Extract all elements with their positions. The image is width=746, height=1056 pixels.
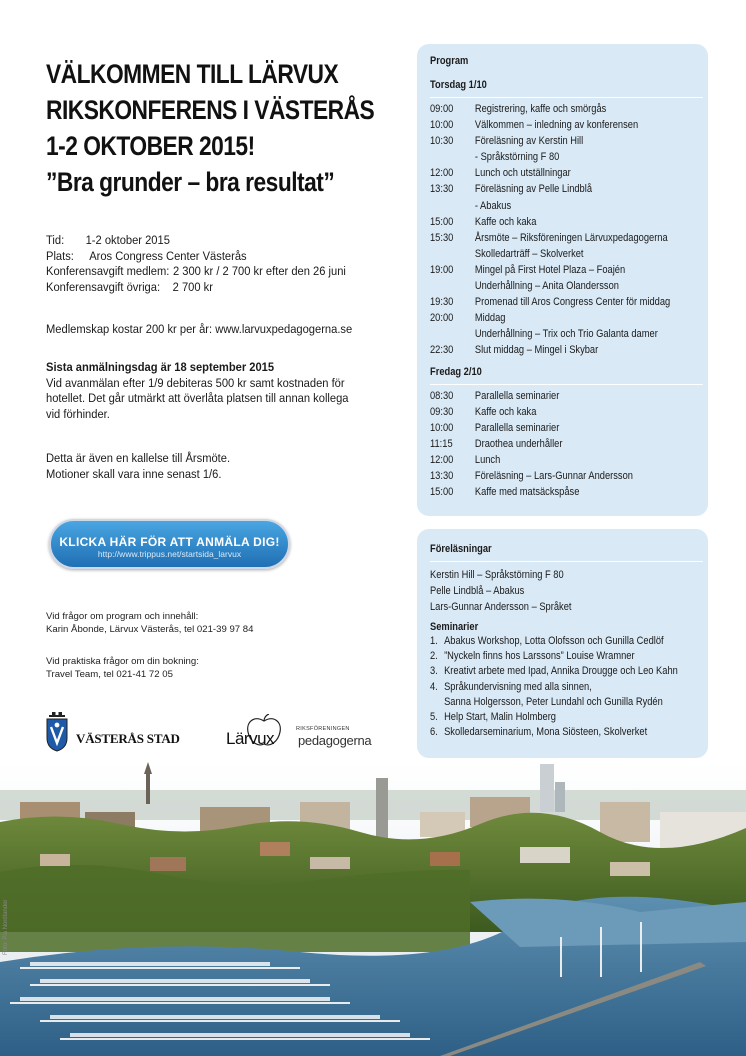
avanmalan-line: hotellet. Det går utmärkt att överlåta platsen till annan kollega: [46, 391, 349, 406]
divider: [430, 561, 703, 562]
schedule-time: 15:30: [430, 231, 454, 244]
schedule-item: [430, 230, 703, 246]
vasteras-wordmark: VÄSTERÅS STAD: [76, 731, 180, 746]
registration-info: [46, 360, 352, 422]
tid-value: 1-2 oktober 2015: [85, 233, 170, 247]
schedule-activity: Slut middag – Mingel i Skybar: [474, 344, 599, 357]
register-button[interactable]: [49, 519, 290, 569]
seminar-item: [430, 725, 703, 740]
booking-contact: [46, 656, 306, 681]
schedule-item: [430, 133, 703, 149]
schedule-activity: Skolledarträff – Skolverket: [474, 247, 584, 260]
schedule-activity: Föreläsning av Kerstin Hill: [474, 135, 584, 148]
program-heading: Program: [430, 55, 469, 67]
title-line-1: VÄLKOMMEN TILL LÄRVUX: [46, 59, 339, 89]
schedule-item: [430, 404, 703, 420]
seminar-text: Skolledarseminarium, Mona Siösteen, Skolverket: [444, 726, 648, 739]
schedule-time: 20:00: [430, 312, 454, 325]
schedule-item: [430, 342, 703, 358]
schedule-activity: Promenad till Aros Congress Center för middag: [474, 296, 671, 309]
avgift-ovriga-value: 2 700 kr: [172, 279, 213, 294]
plats-value: Aros Congress Center Västerås: [89, 248, 247, 263]
schedule-time: 15:00: [430, 215, 454, 228]
schedule-item: [430, 117, 703, 133]
schedule-time: 19:30: [430, 296, 454, 309]
larvux-riksforeningen: RIKSFÖRENINGEN: [296, 726, 350, 732]
schedule-activity: Middag: [474, 312, 506, 325]
schedule-time: 09:30: [430, 405, 454, 418]
larvux-logo: [226, 714, 372, 754]
schedule-activity: Mingel på First Hotel Plaza – Foajén: [474, 263, 626, 276]
title-line-2: RIKSKONFERENS I VÄSTERÅS: [46, 95, 375, 125]
schedule-item: [430, 214, 703, 230]
schedule-item: [430, 101, 703, 117]
program-box: [417, 44, 708, 516]
vasteras-crest-icon: [46, 712, 68, 752]
schedule-item: [430, 326, 703, 342]
seminar-text: Kreativt arbete med Ipad, Annika Drougge och Leo Kahn: [444, 665, 678, 678]
medlemskap-text: Medlemskap kostar 200 kr per år: www.larvuxpedagogerna.se: [46, 322, 353, 336]
schedule-time: 19:00: [430, 263, 454, 276]
schedule-activity: - Språkstörning F 80: [474, 151, 560, 164]
contact-line: Travel Team, tel 021-41 72 05: [46, 668, 173, 680]
plats-label: Plats:: [46, 248, 74, 263]
seminarier-heading: Seminarier: [430, 621, 479, 633]
seminar-number: 4.: [430, 680, 438, 693]
tagline: ”Bra grunder – bra resultat”: [46, 167, 335, 197]
divider: [430, 97, 703, 98]
larvux-word: Lärvux: [226, 729, 275, 748]
seminar-item: [430, 664, 703, 679]
schedule-activity: Föreläsning – Lars-Gunnar Andersson: [474, 469, 633, 482]
seminar-item: [430, 680, 703, 695]
schedule-item: [430, 468, 703, 484]
day2-heading: Fredag 2/10: [430, 365, 482, 378]
schedule-activity: Parallella seminarier: [474, 421, 560, 434]
schedule-item: [430, 388, 703, 404]
schedule-item: [430, 294, 703, 310]
seminar-item: [430, 649, 703, 664]
seminar-text: ”Nyckeln finns hos Larssons” Louise Wramner: [444, 650, 635, 663]
schedule-item: [430, 436, 703, 452]
schedule-time: 12:00: [430, 167, 454, 180]
day1-heading: Torsdag 1/10: [430, 79, 487, 91]
register-button-label: KLICKA HÄR FÖR ATT ANMÄLA DIG!: [59, 535, 280, 549]
avanmalan-line: vid förhinder.: [46, 406, 110, 421]
city-panorama-image: [0, 762, 746, 1056]
schedule-activity: Draothea underhåller: [474, 437, 563, 450]
arsmote-line: Detta är även en kallelse till Årsmöte.: [46, 451, 231, 465]
day1-schedule: [430, 101, 703, 359]
vasteras-city-photo: [0, 762, 746, 1056]
register-link[interactable]: http://www.trippus.net/startsida_larvux: [97, 549, 242, 559]
schedule-item: [430, 198, 703, 214]
forelasningar-heading: Föreläsningar: [430, 543, 492, 555]
schedule-time: 13:30: [430, 469, 454, 482]
schedule-item: [430, 310, 703, 326]
schedule-time: 08:30: [430, 389, 454, 402]
schedule-activity: - Abakus: [474, 199, 512, 212]
seminar-number: 1.: [430, 635, 438, 647]
avgift-medlem-value: 2 300 kr / 2 700 kr efter den 26 juni: [172, 264, 346, 279]
contact-line: Karin Åbonde, Lärvux Västerås, tel 021-39 97 84: [46, 623, 254, 635]
schedule-activity: Registrering, kaffe och smörgås: [474, 103, 607, 115]
schedule-time: 12:00: [430, 453, 454, 466]
sista-anmalningsdag: Sista anmälningsdag är 18 september 2015: [46, 360, 275, 374]
seminar-text: Help Start, Malin Holmberg: [444, 711, 556, 724]
larvux-pedagogerna: pedagogerna: [298, 733, 372, 748]
event-details: [46, 233, 352, 295]
seminar-item: [430, 634, 703, 649]
page-title: [46, 56, 375, 200]
schedule-activity: Lunch och utställningar: [474, 167, 571, 180]
arsmote-line: Motioner skall vara inne senast 1/6.: [46, 466, 222, 481]
forelasning-item: Lars-Gunnar Andersson – Språket: [430, 601, 572, 613]
schedule-time: 10:00: [430, 119, 454, 132]
arsmote-info: [46, 451, 352, 482]
seminar-number: 3.: [430, 665, 438, 678]
schedule-item: [430, 484, 703, 500]
seminar-number: 2.: [430, 650, 438, 663]
seminar-text: Abakus Workshop, Lotta Olofsson och Gunilla Cedlöf: [444, 635, 664, 647]
schedule-time: 22:30: [430, 344, 454, 357]
contact-line: Vid praktiska frågor om din bokning:: [46, 656, 199, 667]
contact-line: Vid frågor om program och innehåll:: [46, 611, 199, 622]
schedule-item: [430, 278, 703, 294]
avgift-ovriga-label: Konferensavgift övriga:: [46, 279, 161, 294]
membership-info: [46, 322, 352, 338]
day2-schedule: [430, 388, 703, 501]
schedule-time: 10:00: [430, 421, 454, 434]
avanmalan-line: Vid avanmälan efter 1/9 debiteras 500 kr samt kostnaden för: [46, 375, 345, 390]
forelasningar-box: [417, 529, 708, 758]
seminar-number: 5.: [430, 711, 438, 724]
schedule-time: 09:00: [430, 103, 454, 115]
schedule-item: [430, 452, 703, 468]
seminar-item: [430, 710, 703, 725]
schedule-item: [430, 246, 703, 262]
schedule-activity: Kaffe och kaka: [474, 215, 537, 228]
forelasning-item: Kerstin Hill – Språkstörning F 80: [430, 569, 564, 581]
schedule-activity: Kaffe med matsäckspåse: [474, 486, 580, 499]
title-line-3: 1-2 OKTOBER 2015!: [46, 131, 255, 161]
schedule-activity: Underhållning – Anita Olandersson: [474, 280, 619, 293]
program-contact: [46, 611, 306, 636]
seminar-text: Språkundervisning med alla sinnen,: [444, 680, 592, 693]
schedule-time: 15:00: [430, 486, 454, 499]
forelasning-item: Pelle Lindblå – Abakus: [430, 585, 525, 597]
schedule-activity: Välkommen – inledning av konferensen: [474, 119, 639, 132]
schedule-activity: Lunch: [474, 453, 501, 466]
schedule-time: 10:30: [430, 135, 454, 148]
schedule-item: [430, 165, 703, 181]
divider: [430, 384, 703, 385]
schedule-activity: Kaffe och kaka: [474, 405, 537, 418]
schedule-activity: Parallella seminarier: [474, 389, 560, 402]
seminar-item: [430, 695, 703, 710]
schedule-time: 13:30: [430, 183, 454, 196]
seminar-text: Sanna Holgersson, Peter Lundahl och Gunilla Rydén: [444, 695, 663, 708]
schedule-activity: Underhållning – Trix och Trio Galanta damer: [474, 328, 658, 341]
schedule-item: [430, 181, 703, 197]
seminar-number: 6.: [430, 726, 438, 739]
tid-label: Tid:: [46, 233, 65, 247]
avgift-medlem-label: Konferensavgift medlem:: [46, 264, 170, 279]
schedule-time: 11:15: [430, 437, 453, 450]
schedule-activity: Föreläsning av Pelle Lindblå: [474, 183, 593, 196]
schedule-item: [430, 149, 703, 165]
schedule-item: [430, 262, 703, 278]
seminarier-list: [430, 634, 703, 740]
photo-credit: Foto: Pia Nordlander: [3, 899, 9, 955]
schedule-activity: Årsmöte – Riksföreningen Lärvuxpedagogerna: [474, 231, 668, 244]
schedule-item: [430, 420, 703, 436]
